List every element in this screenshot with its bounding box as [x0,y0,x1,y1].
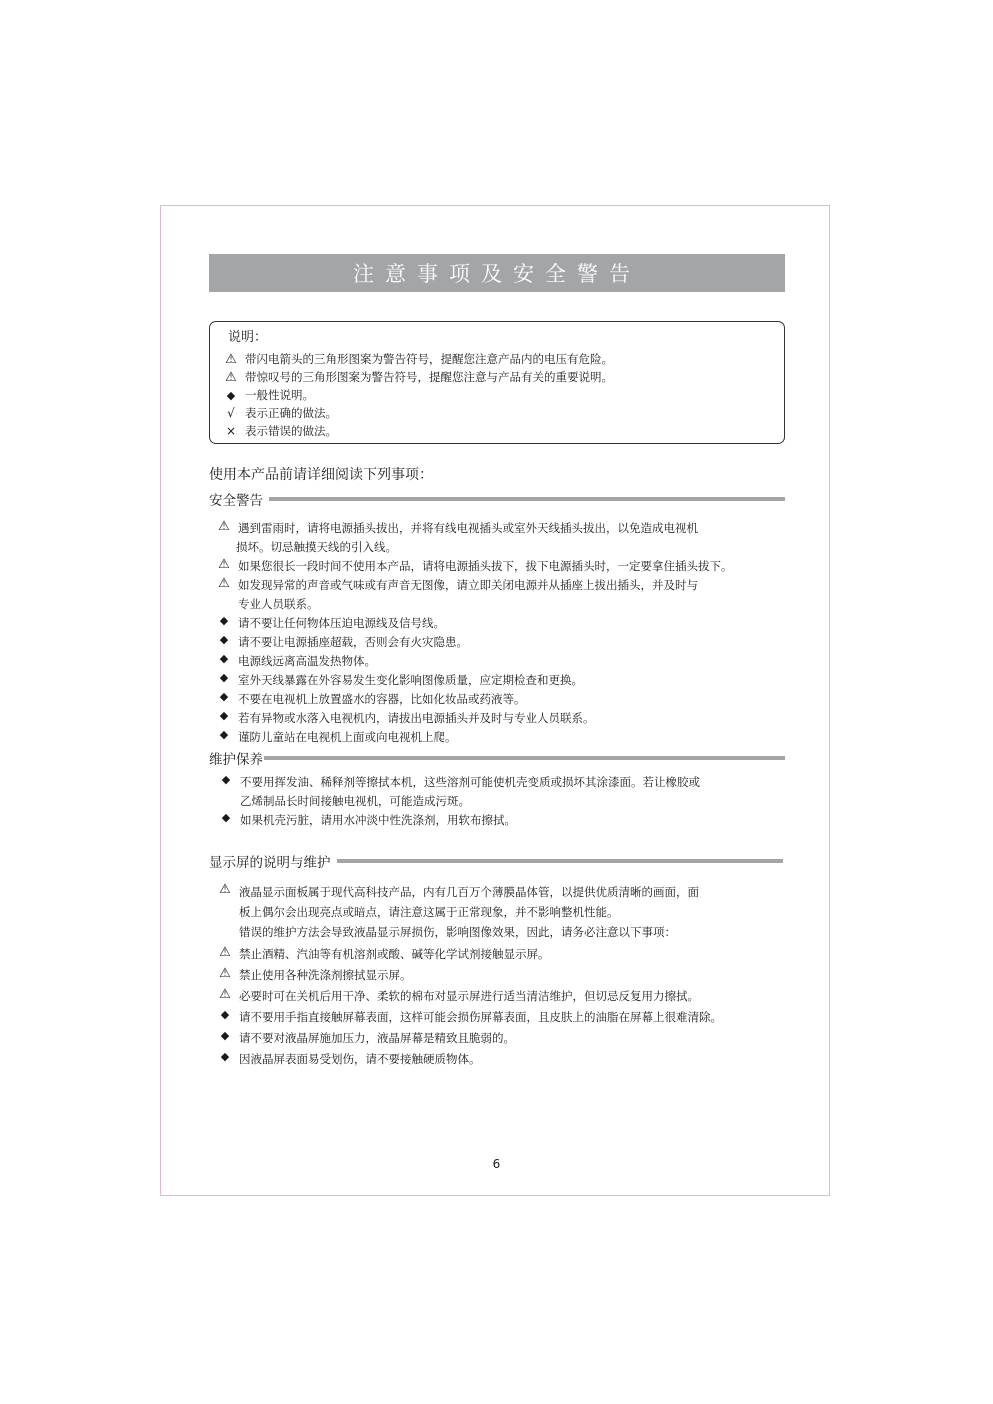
legend-text: 表示正确的做法。 [245,406,337,420]
legend-item [222,422,784,440]
diamond-icon: ◆ [220,1050,230,1063]
item-text-continued: 乙烯制品长时间接触电视机，可能造成污斑。 [240,794,470,808]
warning-triangle-icon: ⚠ [219,882,231,897]
diamond-icon: ◆ [220,1008,230,1021]
exclamation-triangle-icon: ⚠ [225,369,237,385]
list-item [215,519,733,557]
legend-heading: 说明： [228,330,268,345]
item-text: 电源线远离高温发热物体。 [238,654,376,668]
list-item [217,773,700,811]
list-item [215,652,733,671]
diamond-icon: ◆ [226,388,236,402]
legend-text: 表示错误的做法。 [245,424,337,438]
item-text: 若有异物或水落入电视机内，请拔出电源插头并及时与专业人员联系。 [238,711,595,725]
item-text: 遇到雷雨时，请将电源插头拔出，并将有线电视插头或室外天线插头拔出，以免造成电视机 [238,521,698,535]
list-item [216,945,722,964]
list-item [215,728,733,747]
lightning-triangle-icon: ⚠ [225,351,237,367]
section-heading-maintenance [209,748,785,768]
diamond-icon: ◆ [219,709,229,722]
warning-triangle-icon: ⚠ [218,519,230,534]
section-heading-label: 安全警告 [209,493,263,509]
section-rule [269,497,785,501]
intro-text: 使用本产品前请详细阅读下列事项： [209,467,433,483]
item-text: 请不要让任何物体压迫电源线及信号线。 [238,616,445,630]
item-text: 请不要对液晶屏施加压力，液晶屏幕是精致且脆弱的。 [239,1031,515,1045]
item-text: 禁止使用各种洗涤剂擦拭显示屏。 [239,968,412,982]
item-text: 谨防儿童站在电视机上面或向电视机上爬。 [238,730,457,744]
section-heading-label: 显示屏的说明与维护 [209,855,331,871]
diamond-icon: ◆ [219,671,229,684]
section-heading-display [209,851,783,871]
display-list [216,882,722,1069]
list-item [215,633,733,652]
list-item [216,1029,722,1048]
diamond-icon: ◆ [219,690,229,703]
warning-triangle-icon: ⚠ [219,945,231,960]
list-item [215,557,733,576]
list-item [215,671,733,690]
item-text: 请不要让电源插座超载，否则会有火灾隐患。 [238,635,468,649]
list-item [216,987,722,1006]
section-rule [264,756,785,760]
section-heading-label: 维护保养 [209,752,263,768]
section-rule [337,859,784,863]
item-text-continued: 专业人员联系。 [238,597,319,611]
diamond-icon: ◆ [220,1029,230,1042]
legend-text: 一般性说明。 [245,388,314,402]
page-title: 注意事项及安全警告 [209,254,785,292]
legend-item [222,404,784,422]
legend-item [222,350,784,368]
page-number: 6 [492,1157,501,1171]
item-text: 必要时可在关机后用干净、柔软的棉布对显示屏进行适当清洁维护，但切忌反复用力擦拭。 [239,989,699,1003]
list-item [215,709,733,728]
warning-triangle-icon: ⚠ [218,576,230,591]
safety-list [215,519,733,747]
legend-text: 带惊叹号的三角形图案为警告符号，提醒您注意与产品有关的重要说明。 [245,370,613,384]
diamond-icon: ◆ [221,773,231,786]
warning-triangle-icon: ⚠ [218,557,230,572]
item-text: 如果您很长一段时间不使用本产品，请将电源插头拔下，拔下电源插头时，一定要拿住插头拔下。 [238,559,733,573]
diamond-icon: ◆ [221,811,231,824]
maintenance-list [217,773,700,830]
item-text-continued: 错误的维护方法会导致液晶显示屏损伤，影响图像效果，因此，请务必注意以下事项： [239,925,676,939]
item-text: 不要用挥发油、稀释剂等擦拭本机，这些溶剂可能使机壳变质或损坏其涂漆面。若让橡胶或 [240,775,700,789]
item-text: 如果机壳污脏，请用水冲淡中性洗涤剂，用软布擦拭。 [240,813,516,827]
list-item [216,966,722,985]
item-text: 请不要用手指直接触屏幕表面，这样可能会损伤屏幕表面，且皮肤上的油脂在屏幕上很难清除。 [239,1010,722,1024]
diamond-icon: ◆ [219,614,229,627]
item-text: 因液晶屏表面易受划伤，请不要接触硬质物体。 [239,1052,481,1066]
cross-icon: × [225,424,237,438]
list-item [216,1050,722,1069]
section-heading-safety [209,489,785,509]
diamond-icon: ◆ [219,728,229,741]
legend-item [222,368,784,386]
item-text-continued: 板上偶尔会出现亮点或暗点，请注意这属于正常现象，并不影响整机性能。 [239,905,619,919]
item-text: 液晶显示面板属于现代高科技产品，内有几百万个薄膜晶体管，以提供优质清晰的画面，面 [239,885,699,899]
item-text: 如发现异常的声音或气味或有声音无图像，请立即关闭电源并从插座上拔出插头，并及时与 [238,578,698,592]
item-text: 不要在电视机上放置盛水的容器，比如化妆品或药液等。 [238,692,526,706]
legend-box [209,321,785,444]
check-icon: √ [227,406,235,420]
legend-item [222,386,784,404]
list-item [216,882,722,942]
item-text: 禁止酒精、汽油等有机溶剂或酸、碱等化学试剂接触显示屏。 [239,947,550,961]
legend-text: 带闪电箭头的三角形图案为警告符号，提醒您注意产品内的电压有危险。 [245,352,613,366]
diamond-icon: ◆ [219,633,229,646]
list-item [215,690,733,709]
warning-triangle-icon: ⚠ [219,987,231,1002]
list-item [215,614,733,633]
list-item [217,811,700,830]
list-item [216,1008,722,1027]
warning-triangle-icon: ⚠ [219,966,231,981]
diamond-icon: ◆ [219,652,229,665]
item-text-continued: 损坏。切忌触摸天线的引入线。 [236,540,397,554]
item-text: 室外天线暴露在外容易发生变化影响图像质量，应定期检查和更换。 [238,673,583,687]
list-item [215,576,733,614]
